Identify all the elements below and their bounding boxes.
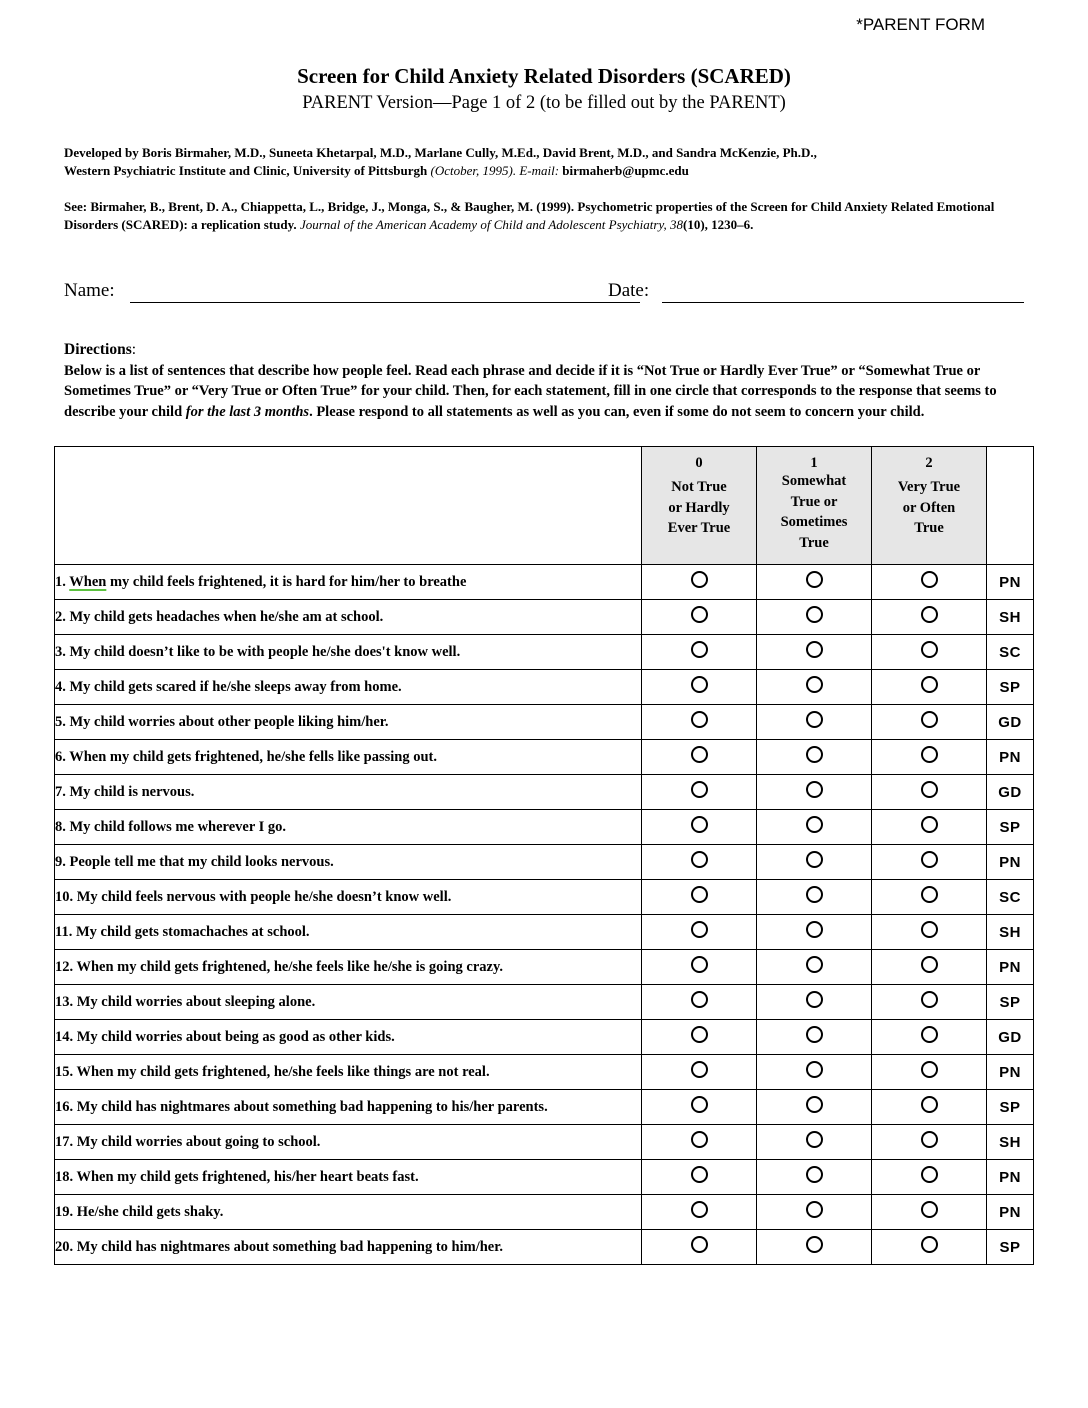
citation-journal: Journal of the American Academy of Child and Adolescent Psychiatry, 38	[299, 216, 684, 232]
radio-circle-icon[interactable]	[691, 1096, 708, 1113]
option-cell-0	[642, 1055, 757, 1090]
option-cell-0	[642, 600, 757, 635]
option-cell-1	[757, 985, 872, 1020]
radio-circle-icon[interactable]	[806, 676, 823, 693]
radio-circle-icon[interactable]	[921, 1236, 938, 1253]
header-option-1	[757, 447, 872, 565]
item-text: 4. My child gets scared if he/she sleeps away from home.	[55, 670, 642, 705]
radio-circle-icon[interactable]	[921, 606, 938, 623]
option-cell-2	[872, 1090, 987, 1125]
option-cell-2	[872, 635, 987, 670]
item-text: 13. My child worries about sleeping alone.	[55, 985, 642, 1020]
radio-circle-icon[interactable]	[691, 1026, 708, 1043]
item-text: 8. My child follows me wherever I go.	[55, 810, 642, 845]
subscale-code: SC	[987, 635, 1034, 670]
subscale-code: PN	[987, 740, 1034, 775]
item-text: 6. When my child gets frightened, he/she fells like passing out.	[55, 740, 642, 775]
radio-circle-icon[interactable]	[691, 886, 708, 903]
option-cell-0	[642, 845, 757, 880]
subscale-code: PN	[987, 1160, 1034, 1195]
option-cell-2	[872, 1195, 987, 1230]
option-2-label: Very True or Often True	[897, 479, 961, 536]
option-cell-0	[642, 670, 757, 705]
item-text: 19. He/she child gets shaky.	[55, 1195, 642, 1230]
subscale-code: SP	[987, 810, 1034, 845]
radio-circle-icon[interactable]	[691, 851, 708, 868]
option-cell-2	[872, 705, 987, 740]
credits-line-1: Developed by Boris Birmaher, M.D., Suneeta Khetarpal, M.D., Marlane Cully, M.Ed., David Brent, M.D., and Sandra McKenzie, Ph.D.,	[64, 145, 817, 160]
table-row	[55, 740, 1034, 775]
subscale-code: SH	[987, 915, 1034, 950]
radio-circle-icon[interactable]	[806, 1236, 823, 1253]
table-row	[55, 985, 1034, 1020]
radio-circle-icon[interactable]	[921, 851, 938, 868]
option-cell-0	[642, 915, 757, 950]
option-cell-0	[642, 985, 757, 1020]
radio-circle-icon[interactable]	[806, 641, 823, 658]
option-cell-1	[757, 565, 872, 600]
option-cell-1	[757, 1160, 872, 1195]
item-text: 5. My child worries about other people liking him/her.	[55, 705, 642, 740]
name-field[interactable]	[130, 302, 640, 303]
radio-circle-icon[interactable]	[806, 1166, 823, 1183]
radio-circle-icon[interactable]	[806, 1096, 823, 1113]
page-subtitle: PARENT Version—Page 1 of 2 (to be filled out by the PARENT)	[302, 93, 786, 113]
table-row	[55, 950, 1034, 985]
option-cell-0	[642, 1195, 757, 1230]
radio-circle-icon[interactable]	[691, 606, 708, 623]
subscale-code: PN	[987, 845, 1034, 880]
subscale-code: SP	[987, 670, 1034, 705]
option-cell-1	[757, 670, 872, 705]
radio-circle-icon[interactable]	[806, 956, 823, 973]
option-cell-0	[642, 705, 757, 740]
radio-circle-icon[interactable]	[691, 816, 708, 833]
directions-colon: :	[131, 341, 137, 358]
option-2-value: 2	[925, 455, 933, 471]
radio-circle-icon[interactable]	[921, 676, 938, 693]
item-text: 2. My child gets headaches when he/she am at school.	[55, 600, 642, 635]
option-cell-0	[642, 1230, 757, 1265]
option-cell-0	[642, 740, 757, 775]
subscale-code: SP	[987, 1090, 1034, 1125]
option-cell-1	[757, 1020, 872, 1055]
option-cell-2	[872, 1230, 987, 1265]
radio-circle-icon[interactable]	[806, 816, 823, 833]
option-cell-2	[872, 670, 987, 705]
item-text: 9. People tell me that my child looks nervous.	[55, 845, 642, 880]
option-cell-1	[757, 1125, 872, 1160]
radio-circle-icon[interactable]	[806, 711, 823, 728]
radio-circle-icon[interactable]	[806, 746, 823, 763]
name-date-row	[64, 280, 1026, 306]
option-cell-1	[757, 845, 872, 880]
option-cell-2	[872, 775, 987, 810]
option-cell-0	[642, 880, 757, 915]
table-row	[55, 1020, 1034, 1055]
radio-circle-icon[interactable]	[806, 921, 823, 938]
subscale-code: PN	[987, 1055, 1034, 1090]
radio-circle-icon[interactable]	[691, 711, 708, 728]
option-cell-2	[872, 1020, 987, 1055]
subscale-code: SP	[987, 985, 1034, 1020]
item-text: 20. My child has nightmares about something bad happening to him/her.	[55, 1230, 642, 1265]
subscale-code: SC	[987, 880, 1034, 915]
form-type-label: *PARENT FORM	[856, 15, 985, 34]
radio-circle-icon[interactable]	[921, 571, 938, 588]
date-label: Date:	[608, 280, 650, 301]
header-option-0	[642, 447, 757, 565]
option-cell-2	[872, 565, 987, 600]
radio-circle-icon[interactable]	[921, 781, 938, 798]
header-code-cell	[987, 447, 1034, 565]
option-0-value: 0	[695, 455, 703, 471]
table-row	[55, 775, 1034, 810]
directions-heading	[64, 340, 1039, 361]
contact-email[interactable]: birmaherb@upmc.edu	[559, 162, 689, 178]
radio-circle-icon[interactable]	[921, 1201, 938, 1218]
option-cell-1	[757, 600, 872, 635]
radio-circle-icon[interactable]	[921, 816, 938, 833]
option-cell-1	[757, 1055, 872, 1090]
option-cell-1	[757, 705, 872, 740]
radio-circle-icon[interactable]	[691, 746, 708, 763]
subscale-code: SP	[987, 1230, 1034, 1265]
table-row	[55, 1160, 1034, 1195]
option-cell-1	[757, 740, 872, 775]
item-text: 14. My child worries about being as good as other kids.	[55, 1020, 642, 1055]
option-cell-2	[872, 740, 987, 775]
subscale-code: GD	[987, 705, 1034, 740]
item-text: 16. My child has nightmares about something bad happening to his/her parents.	[55, 1090, 642, 1125]
option-cell-0	[642, 1160, 757, 1195]
date-field[interactable]	[662, 302, 1024, 303]
option-cell-1	[757, 810, 872, 845]
radio-circle-icon[interactable]	[921, 1061, 938, 1078]
option-cell-2	[872, 985, 987, 1020]
table-row	[55, 635, 1034, 670]
radio-circle-icon[interactable]	[806, 851, 823, 868]
item-text: 10. My child feels nervous with people he/she doesn’t know well.	[55, 880, 642, 915]
table-row	[55, 565, 1034, 600]
radio-circle-icon[interactable]	[806, 1061, 823, 1078]
radio-circle-icon[interactable]	[691, 991, 708, 1008]
radio-circle-icon[interactable]	[921, 991, 938, 1008]
option-cell-0	[642, 1090, 757, 1125]
table-header-row	[55, 447, 1034, 565]
radio-circle-icon[interactable]	[691, 1236, 708, 1253]
option-cell-2	[872, 600, 987, 635]
radio-circle-icon[interactable]	[806, 781, 823, 798]
radio-circle-icon[interactable]	[921, 1026, 938, 1043]
citation	[64, 198, 1039, 233]
radio-circle-icon[interactable]	[921, 956, 938, 973]
radio-circle-icon[interactable]	[921, 1131, 938, 1148]
institution: Western Psychiatric Institute and Clinic, University of Pittsburgh	[64, 162, 431, 178]
option-cell-1	[757, 1230, 872, 1265]
name-label: Name:	[64, 280, 115, 301]
radio-circle-icon[interactable]	[806, 571, 823, 588]
credits	[64, 144, 1034, 179]
table-row	[55, 1125, 1034, 1160]
radio-circle-icon[interactable]	[691, 781, 708, 798]
option-cell-2	[872, 1160, 987, 1195]
option-cell-1	[757, 1090, 872, 1125]
option-1-value: 1	[810, 455, 818, 471]
radio-circle-icon[interactable]	[691, 956, 708, 973]
option-cell-0	[642, 565, 757, 600]
table-row	[55, 810, 1034, 845]
page-title: Screen for Child Anxiety Related Disorders (SCARED)	[297, 64, 791, 88]
subscale-code: GD	[987, 775, 1034, 810]
table-row	[55, 880, 1034, 915]
option-cell-1	[757, 915, 872, 950]
item-text: 17. My child worries about going to school.	[55, 1125, 642, 1160]
directions-heading-text: Directions	[64, 341, 132, 358]
radio-circle-icon[interactable]	[691, 1166, 708, 1183]
option-cell-2	[872, 810, 987, 845]
subscale-code: SH	[987, 600, 1034, 635]
table-row	[55, 600, 1034, 635]
option-cell-0	[642, 775, 757, 810]
radio-circle-icon[interactable]	[921, 641, 938, 658]
item-text: 18. When my child gets frightened, his/her heart beats fast.	[55, 1160, 642, 1195]
option-cell-0	[642, 635, 757, 670]
radio-circle-icon[interactable]	[921, 1096, 938, 1113]
option-cell-1	[757, 635, 872, 670]
radio-circle-icon[interactable]	[921, 746, 938, 763]
radio-circle-icon[interactable]	[691, 571, 708, 588]
option-cell-1	[757, 1195, 872, 1230]
item-text: 15. When my child gets frightened, he/she feels like things are not real.	[55, 1055, 642, 1090]
radio-circle-icon[interactable]	[806, 886, 823, 903]
option-cell-1	[757, 775, 872, 810]
option-cell-0	[642, 1020, 757, 1055]
radio-circle-icon[interactable]	[691, 1061, 708, 1078]
radio-circle-icon[interactable]	[806, 1026, 823, 1043]
option-cell-2	[872, 915, 987, 950]
radio-circle-icon[interactable]	[691, 1131, 708, 1148]
radio-circle-icon[interactable]	[806, 1201, 823, 1218]
option-cell-2	[872, 880, 987, 915]
questionnaire-table	[54, 446, 1034, 1265]
radio-circle-icon[interactable]	[921, 886, 938, 903]
option-cell-2	[872, 1055, 987, 1090]
table-row	[55, 1195, 1034, 1230]
table-row	[55, 1230, 1034, 1265]
table-row	[55, 915, 1034, 950]
table-row	[55, 1055, 1034, 1090]
radio-circle-icon[interactable]	[691, 921, 708, 938]
option-cell-1	[757, 880, 872, 915]
option-cell-2	[872, 950, 987, 985]
subscale-code: PN	[987, 950, 1034, 985]
radio-circle-icon[interactable]	[806, 1131, 823, 1148]
radio-circle-icon[interactable]	[921, 711, 938, 728]
option-cell-0	[642, 810, 757, 845]
header-option-2	[872, 447, 987, 565]
item-text: 1. When my child feels frightened, it is hard for him/her to breathe	[55, 565, 642, 600]
radio-circle-icon[interactable]	[921, 921, 938, 938]
credits-line-2	[64, 162, 1034, 180]
option-cell-0	[642, 1125, 757, 1160]
radio-circle-icon[interactable]	[806, 606, 823, 623]
subscale-code: GD	[987, 1020, 1034, 1055]
option-1-label: Somewhat True or Sometimes True	[780, 473, 848, 551]
item-text: 11. My child gets stomachaches at school.	[55, 915, 642, 950]
item-text: 7. My child is nervous.	[55, 775, 642, 810]
option-cell-2	[872, 1125, 987, 1160]
option-0-label: Not True or Hardly Ever True	[667, 479, 731, 536]
directions-timeframe: for the last 3 months	[185, 403, 310, 420]
radio-circle-icon[interactable]	[691, 641, 708, 658]
table-row	[55, 670, 1034, 705]
option-cell-1	[757, 950, 872, 985]
directions	[64, 340, 1039, 422]
date-email-label: (October, 1995). E-mail:	[430, 162, 560, 178]
item-text: 12. When my child gets frightened, he/she feels like he/she is going crazy.	[55, 950, 642, 985]
item-text: 3. My child doesn’t like to be with people he/she does't know well.	[55, 635, 642, 670]
header-blank-cell	[55, 447, 642, 565]
radio-circle-icon[interactable]	[921, 1166, 938, 1183]
subscale-code: PN	[987, 1195, 1034, 1230]
subscale-code: PN	[987, 565, 1034, 600]
citation-pages: (10), 1230–6.	[683, 216, 754, 232]
citation-text: See: Birmaher, B., Brent, D. A., Chiappetta, L., Bridge, J., Monga, S., & Baugher, M. (1999). Psychometric properties of the Screen for Child Anxiety Related Emotional Disorders (SCARED): a replication study.	[64, 199, 995, 232]
directions-text: Below is a list of sentences that describe how people feel. Read each phrase and decide if it is “Not True or Hardly Ever True” or “Somewhat True or Sometimes True” or “Very True or Often True” for your child. Then, for each statement, fill in one circle that corresponds to the response that seems to describe your child	[64, 362, 997, 420]
directions-text-end: . Please respond to all statements as well as you can, even if some do not seem to concern your child.	[309, 403, 925, 420]
subscale-code: SH	[987, 1125, 1034, 1160]
option-cell-2	[872, 845, 987, 880]
table-row	[55, 705, 1034, 740]
table-row	[55, 1090, 1034, 1125]
option-cell-0	[642, 950, 757, 985]
spellcheck-underline: When	[69, 573, 107, 590]
table-row	[55, 845, 1034, 880]
radio-circle-icon[interactable]	[691, 676, 708, 693]
radio-circle-icon[interactable]	[806, 991, 823, 1008]
radio-circle-icon[interactable]	[691, 1201, 708, 1218]
